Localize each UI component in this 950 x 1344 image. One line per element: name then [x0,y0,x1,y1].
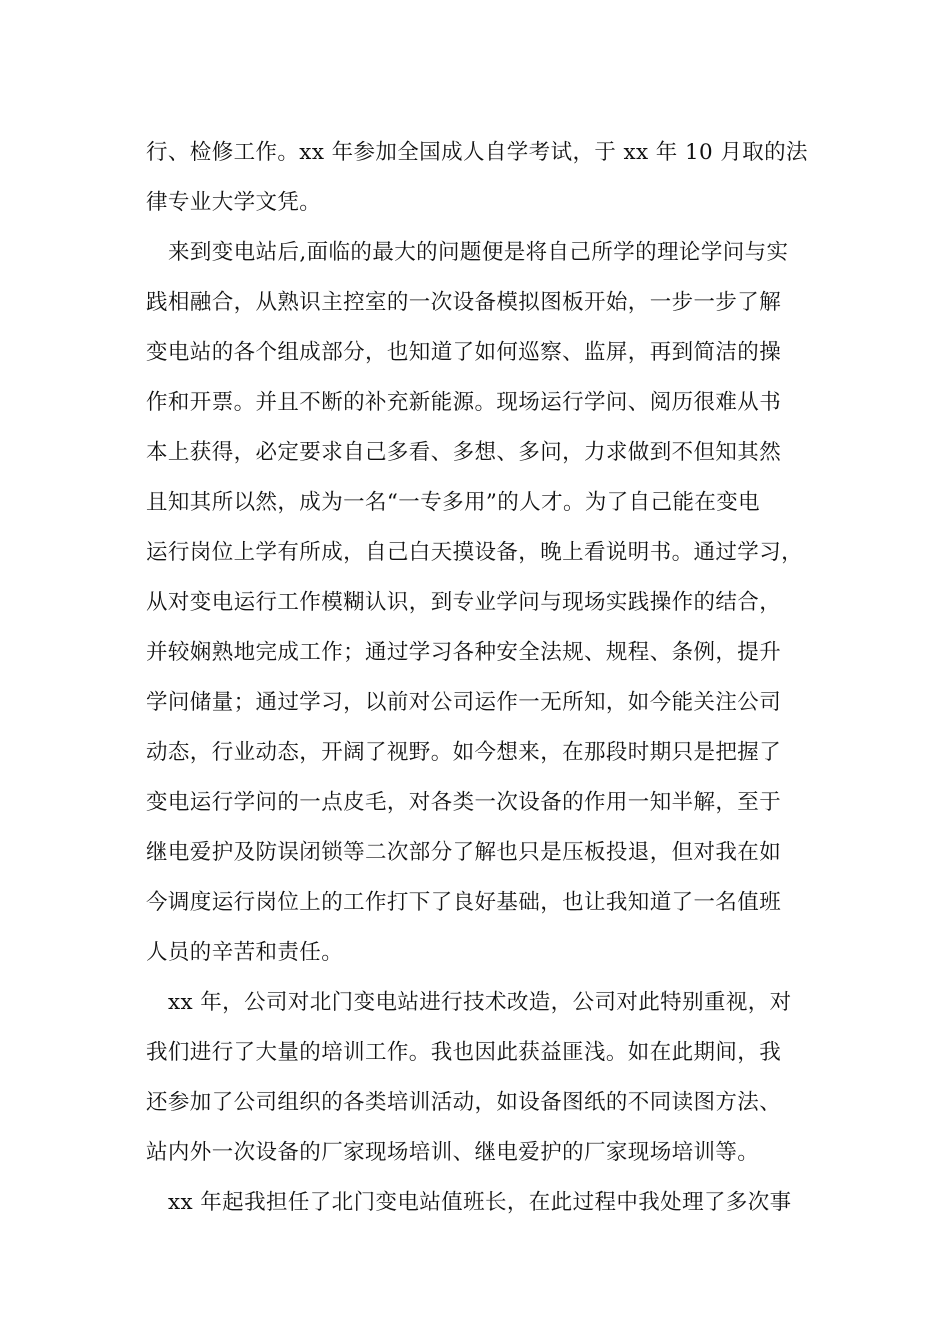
text-line: 今调度运行岗位上的工作打下了良好基础，也让我知道了一名值班 [146,890,782,915]
text-line: 来到变电站后,面临的最大的问题便是将自己所学的理论学问与实 [168,240,789,265]
text-line: 人员的辛苦和责任。 [146,940,344,965]
text-line: 行、检修工作。xx 年参加全国成人自学考试，于 xx 年 10 月取的法 [146,140,808,165]
text-line: 还参加了公司组织的各类培训活动，如设备图纸的不同读图方法、 [146,1090,782,1115]
text-line: 站内外一次设备的厂家现场培训、继电爱护的厂家现场培训等。 [146,1140,760,1165]
text-line: 变电运行学问的一点皮毛，对各类一次设备的作用一知半解，至于 [146,790,782,815]
text-line: 学问储量；通过学习，以前对公司运作一无所知，如今能关注公司 [146,690,782,715]
text-line: 运行岗位上学有所成，自己白天摸设备，晚上看说明书。通过学习， [146,540,804,565]
paragraph-1 [146,128,826,228]
text-line: 且知其所以然，成为一名“一专多用”的人才。为了自己能在变电 [146,490,761,515]
text-line: 践相融合，从熟识主控室的一次设备模拟图板开始，一步一步了解 [146,290,782,315]
paragraph-4 [146,1178,826,1228]
paragraph-3 [146,978,826,1178]
text-line: 继电爱护及防误闭锁等二次部分了解也只是压板投退，但对我在如 [146,840,782,865]
paragraph-2 [146,228,826,978]
text-line: 变电站的各个组成部分，也知道了如何巡察、监屏，再到简洁的操 [146,340,782,365]
text-line: 动态，行业动态，开阔了视野。如今想来，在那段时期只是把握了 [146,740,782,765]
text-line: 从对变电运行工作模糊认识，到专业学问与现场实践操作的结合， [146,590,782,615]
text-line: 律专业大学文凭。 [146,190,322,215]
document-body [146,128,826,1228]
text-line: 我们进行了大量的培训工作。我也因此获益匪浅。如在此期间，我 [146,1040,782,1065]
text-line: xx 年起我担任了北门变电站值班长，在此过程中我处理了多次事 [168,1190,792,1215]
text-line: 作和开票。并且不断的补充新能源。现场运行学问、阅历很难从书 [146,390,782,415]
text-line: xx 年，公司对北门变电站进行技术改造，公司对此特别重视，对 [168,990,792,1015]
text-line: 本上获得，必定要求自己多看、多想、多问，力求做到不但知其然 [146,440,782,465]
text-line: 并较娴熟地完成工作；通过学习各种安全法规、规程、条例，提升 [146,640,782,665]
